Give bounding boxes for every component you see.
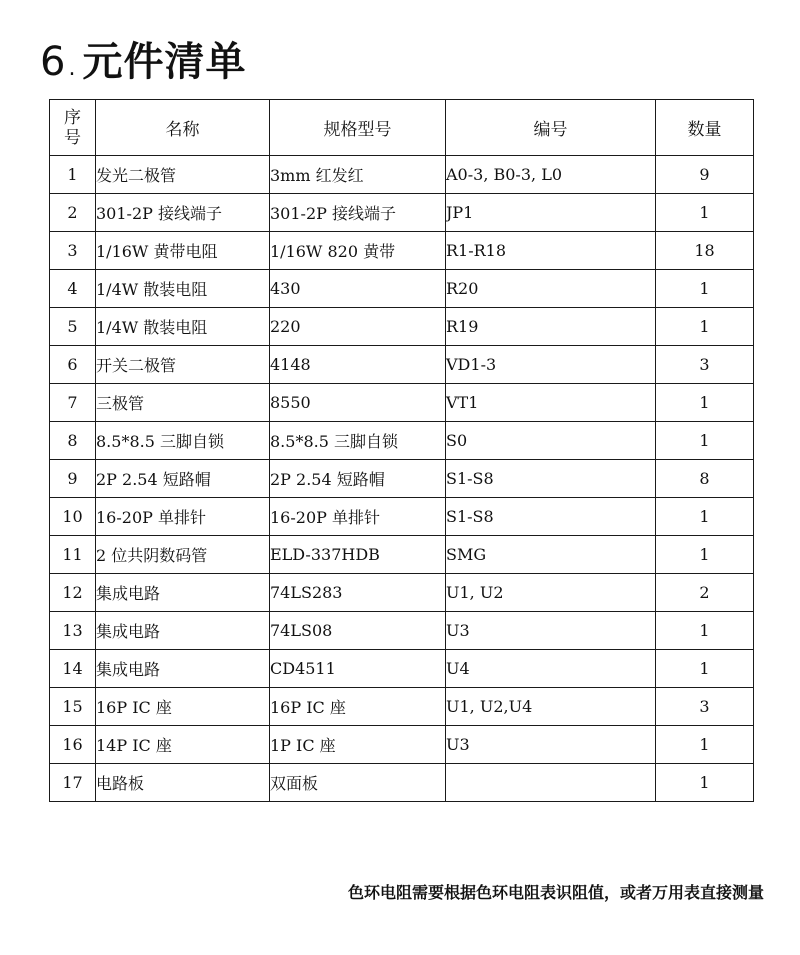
cell-index: 16 <box>50 726 96 764</box>
cell-code: U3 <box>446 726 656 764</box>
column-header-name: 名称 <box>96 100 270 156</box>
cell-name: 1/4W 散装电阻 <box>96 270 270 308</box>
table-row <box>50 726 754 764</box>
cell-name: 2 位共阴数码管 <box>96 536 270 574</box>
cell-name: 集成电路 <box>96 574 270 612</box>
column-header-index <box>50 100 96 156</box>
cell-spec: 430 <box>270 270 446 308</box>
cell-code: U3 <box>446 612 656 650</box>
cell-name: 电路板 <box>96 764 270 802</box>
cell-index: 3 <box>50 232 96 270</box>
cell-name: 开关二极管 <box>96 346 270 384</box>
cell-name: 14P IC 座 <box>96 726 270 764</box>
cell-qty: 1 <box>656 764 754 802</box>
cell-qty: 1 <box>656 308 754 346</box>
cell-index: 5 <box>50 308 96 346</box>
table-row <box>50 308 754 346</box>
cell-index: 7 <box>50 384 96 422</box>
cell-spec: 16P IC 座 <box>270 688 446 726</box>
cell-name: 301-2P 接线端子 <box>96 194 270 232</box>
table-row <box>50 650 754 688</box>
parts-list-table <box>49 99 754 802</box>
cell-code: VD1-3 <box>446 346 656 384</box>
cell-spec: 16-20P 单排针 <box>270 498 446 536</box>
section-number-dot: . <box>68 56 77 81</box>
cell-code: U1, U2 <box>446 574 656 612</box>
cell-code: VT1 <box>446 384 656 422</box>
column-header-index-line1: 序 <box>64 107 81 128</box>
cell-spec: 1/16W 820 黄带 <box>270 232 446 270</box>
cell-index: 13 <box>50 612 96 650</box>
table-row <box>50 194 754 232</box>
section-heading-text: 元件清单 <box>82 39 247 85</box>
table-row <box>50 612 754 650</box>
cell-code: U1, U2,U4 <box>446 688 656 726</box>
cell-qty: 18 <box>656 232 754 270</box>
cell-name: 集成电路 <box>96 650 270 688</box>
cell-qty: 1 <box>656 422 754 460</box>
cell-spec: 双面板 <box>270 764 446 802</box>
cell-qty: 2 <box>656 574 754 612</box>
table-row <box>50 574 754 612</box>
cell-qty: 3 <box>656 688 754 726</box>
section-number: 6 <box>40 39 67 85</box>
cell-qty: 3 <box>656 346 754 384</box>
cell-name: 三极管 <box>96 384 270 422</box>
cell-index: 15 <box>50 688 96 726</box>
cell-index: 8 <box>50 422 96 460</box>
cell-spec: 220 <box>270 308 446 346</box>
column-header-code: 编号 <box>446 100 656 156</box>
table-row <box>50 270 754 308</box>
cell-index: 17 <box>50 764 96 802</box>
cell-name: 16-20P 单排针 <box>96 498 270 536</box>
cell-qty: 1 <box>656 498 754 536</box>
cell-code <box>446 764 656 802</box>
cell-qty: 1 <box>656 612 754 650</box>
table-row <box>50 764 754 802</box>
cell-spec: 8550 <box>270 384 446 422</box>
cell-name: 8.5*8.5 三脚自锁 <box>96 422 270 460</box>
cell-code: S0 <box>446 422 656 460</box>
table-body <box>50 156 754 802</box>
cell-code: A0-3, B0-3, L0 <box>446 156 656 194</box>
cell-spec: 3mm 红发红 <box>270 156 446 194</box>
cell-qty: 9 <box>656 156 754 194</box>
table-row <box>50 232 754 270</box>
cell-index: 12 <box>50 574 96 612</box>
cell-index: 1 <box>50 156 96 194</box>
table-header-row <box>50 100 754 156</box>
cell-code: SMG <box>446 536 656 574</box>
footer-note: 色环电阻需要根据色环电阻表识阻值，或者万用表直接测量 <box>347 883 764 902</box>
cell-index: 11 <box>50 536 96 574</box>
cell-spec: 74LS283 <box>270 574 446 612</box>
table-row <box>50 156 754 194</box>
cell-code: R19 <box>446 308 656 346</box>
cell-name: 1/16W 黄带电阻 <box>96 232 270 270</box>
cell-spec: 74LS08 <box>270 612 446 650</box>
cell-qty: 1 <box>656 270 754 308</box>
cell-code: R20 <box>446 270 656 308</box>
cell-code: S1-S8 <box>446 460 656 498</box>
column-header-qty: 数量 <box>656 100 754 156</box>
cell-name: 集成电路 <box>96 612 270 650</box>
cell-name: 发光二极管 <box>96 156 270 194</box>
cell-spec: 2P 2.54 短路帽 <box>270 460 446 498</box>
cell-spec: 8.5*8.5 三脚自锁 <box>270 422 446 460</box>
table-row <box>50 688 754 726</box>
table-row <box>50 498 754 536</box>
cell-spec: ELD-337HDB <box>270 536 446 574</box>
cell-qty: 1 <box>656 650 754 688</box>
cell-qty: 1 <box>656 726 754 764</box>
cell-code: JP1 <box>446 194 656 232</box>
table-row <box>50 346 754 384</box>
cell-index: 9 <box>50 460 96 498</box>
cell-spec: 301-2P 接线端子 <box>270 194 446 232</box>
table-row <box>50 460 754 498</box>
table-row <box>50 536 754 574</box>
table-row <box>50 384 754 422</box>
cell-spec: CD4511 <box>270 650 446 688</box>
cell-index: 14 <box>50 650 96 688</box>
column-header-spec: 规格型号 <box>270 100 446 156</box>
cell-qty: 1 <box>656 194 754 232</box>
cell-index: 10 <box>50 498 96 536</box>
cell-name: 2P 2.54 短路帽 <box>96 460 270 498</box>
table-row <box>50 422 754 460</box>
cell-index: 4 <box>50 270 96 308</box>
cell-code: S1-S8 <box>446 498 656 536</box>
cell-qty: 1 <box>656 384 754 422</box>
cell-qty: 1 <box>656 536 754 574</box>
cell-index: 6 <box>50 346 96 384</box>
cell-spec: 1P IC 座 <box>270 726 446 764</box>
cell-name: 16P IC 座 <box>96 688 270 726</box>
cell-qty: 8 <box>656 460 754 498</box>
cell-index: 2 <box>50 194 96 232</box>
cell-code: U4 <box>446 650 656 688</box>
cell-name: 1/4W 散装电阻 <box>96 308 270 346</box>
cell-spec: 4148 <box>270 346 446 384</box>
cell-code: R1-R18 <box>446 232 656 270</box>
section-title <box>40 30 246 87</box>
column-header-index-line2: 号 <box>64 127 81 148</box>
